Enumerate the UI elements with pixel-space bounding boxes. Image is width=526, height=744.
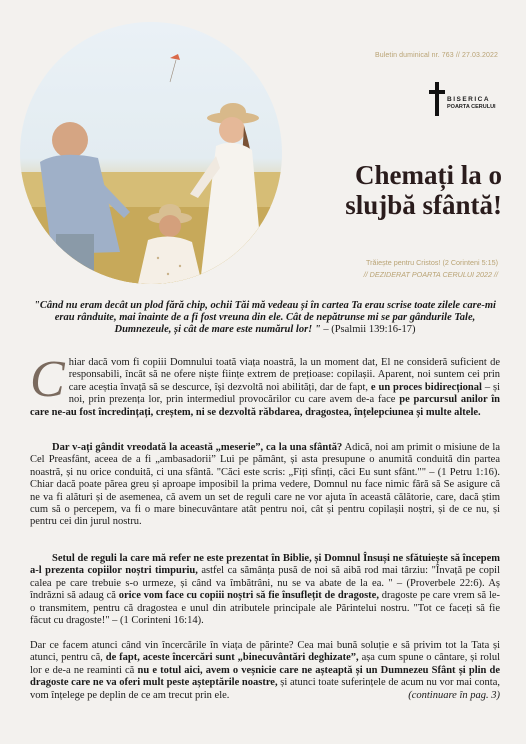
p4-text: Dar ce facem atunci când vin încercările în viața de părinte? Cea mai bună soluție e să privim tot la Tata și atunci, pentru că, xyxy=(30,640,500,664)
logo-line2: POARTA CERULUI xyxy=(447,104,496,110)
church-logo xyxy=(429,82,499,120)
quote-reference: – (Psalmii 139:16-17) xyxy=(323,324,416,336)
p2-text: Adică, noi am primit o misiune de la Cel Preasfânt, aceea de a fi „ambasadorii” Lui pe pământ, și asta presupune o anumită conduită din partea noastră, și nu orice conduită, ci una sfântă. "Căci este scris: „Fiți sfinți, căci Eu sunt sfânt."" – (1 Petru 1:16). Chiar dacă poate părea greu și aproape imposibil la prima vedere, Domnul nu face nimic fără să Se asigure că ne va fi alături și de asemenea, că avem un set de reguli care ne vor ajuta în această călătorie, care, dacă știm cum să o percepem, va fi o mare binecuvântare atât pentru noi, cât și pentru copilașii noștri, și de ce nu, și pentru cei din jurul nostru. xyxy=(30,442,500,528)
desiderat: // DEZIDERAT POARTA CERULUI 2022 // xyxy=(363,270,498,279)
p1-bold-2: pe parcursul anilor în care ne-au fost încredințați, creștem, ni se dezvoltă răbdarea, dragostea, înțelepciunea și multe altele. xyxy=(30,394,501,418)
article-paragraph-2 xyxy=(30,442,500,529)
p4-text-3: și atunci toate suferințele de acum nu vor mai conta, vom înțelege pe deplin de ce am trecut prin ele. xyxy=(30,677,500,701)
p4-bold: de fapt, aceste încercări sunt „binecuvântări deghizate”, xyxy=(105,652,359,664)
page-title: Chemați la o slujbă sfântă! xyxy=(345,160,502,220)
cross-icon xyxy=(429,82,445,116)
article-paragraph-1 xyxy=(30,351,501,419)
p3-bold: Setul de reguli la care mă refer ne este prezentat în Biblie, și Domnul Însuși ne sfătuiește să începem a-l prezenta copiilor noștri timpuriu, xyxy=(30,553,500,577)
psalm-quote xyxy=(30,300,500,337)
p3-bold-2: orice vom face cu copiii noștri să fie însuflețit de dragoste, xyxy=(118,590,379,602)
p1-mid: – și noi, prin prezența lor, prin intermediul provocărilor cu care avem de-a face xyxy=(68,381,501,406)
continued-note: (continuare în pag. 3) xyxy=(408,689,500,701)
article-paragraph-3 xyxy=(30,553,500,627)
motto: Trăiește pentru Cristos! (2 Corinteni 5:15) xyxy=(366,258,498,267)
article-paragraph-4 xyxy=(30,640,500,702)
drop-cap: C xyxy=(30,351,65,408)
logo-line1: BISERICA xyxy=(447,96,491,103)
p3-text: astfel ca sămânța pusă de noi să aibă rod mai târziu: "Învață pe copil calea pe care trebuie s-o urmeze, și când va îmbătrâni, nu se va abate de la ea. " – (Proverbele 22:6). Aș îndrăzni să adaug că xyxy=(30,565,500,602)
p1-bold-1: e un proces bidirecțional xyxy=(370,381,482,393)
p3-text-2: dragoste pe care vrem să le-o transmitem, pentru că dragostea e unul din atributele principale ale Părintelui nostru. "Tot ce faceți să fie făcut cu dragoste!" – (1 Corinteni 16:14). xyxy=(30,590,501,627)
bulletin-number: Buletin duminical nr. 763 // 27.03.2022 xyxy=(375,52,498,59)
family-photo xyxy=(20,22,282,284)
p4-bold-2: nu e totul aici, avem o veșnicie care ne așteaptă și un Dumnezeu Sfânt și plin de dragoste care ne va oferi mult peste așteptările noastre, xyxy=(30,664,501,689)
p2-bold: Dar v-ați gândit vreodată la această „meserie”, ca la una sfântă? xyxy=(52,442,343,453)
quote-text: "Când nu eram decât un plod fără chip, ochii Tăi mă vedeau și în cartea Ta erau scrise toate zilele care-mi erau rânduite, mai înainte de a fi fost vreuna din ele. Cât de nepătrunse mi se par gândurile Tale, Dumnezeule, și cât de mare este numărul lor! " xyxy=(34,300,496,336)
p4-text-2: așa cum spune o cântare, și rolul lor e de-a ne reaminti că xyxy=(30,652,500,676)
p1-text: hiar dacă vom fi copiii Domnului toată viața noastră, la un moment dat, El ne consideră suficient de responsabili, încât să ne ofere niște ființe extrem de prețioase: copilașii. Aparent, noi suntem cei prin care aceștia învață să se descurce, își dezvoltă noi abilități, dar de fapt, xyxy=(68,357,500,393)
family-illustration xyxy=(20,22,282,284)
